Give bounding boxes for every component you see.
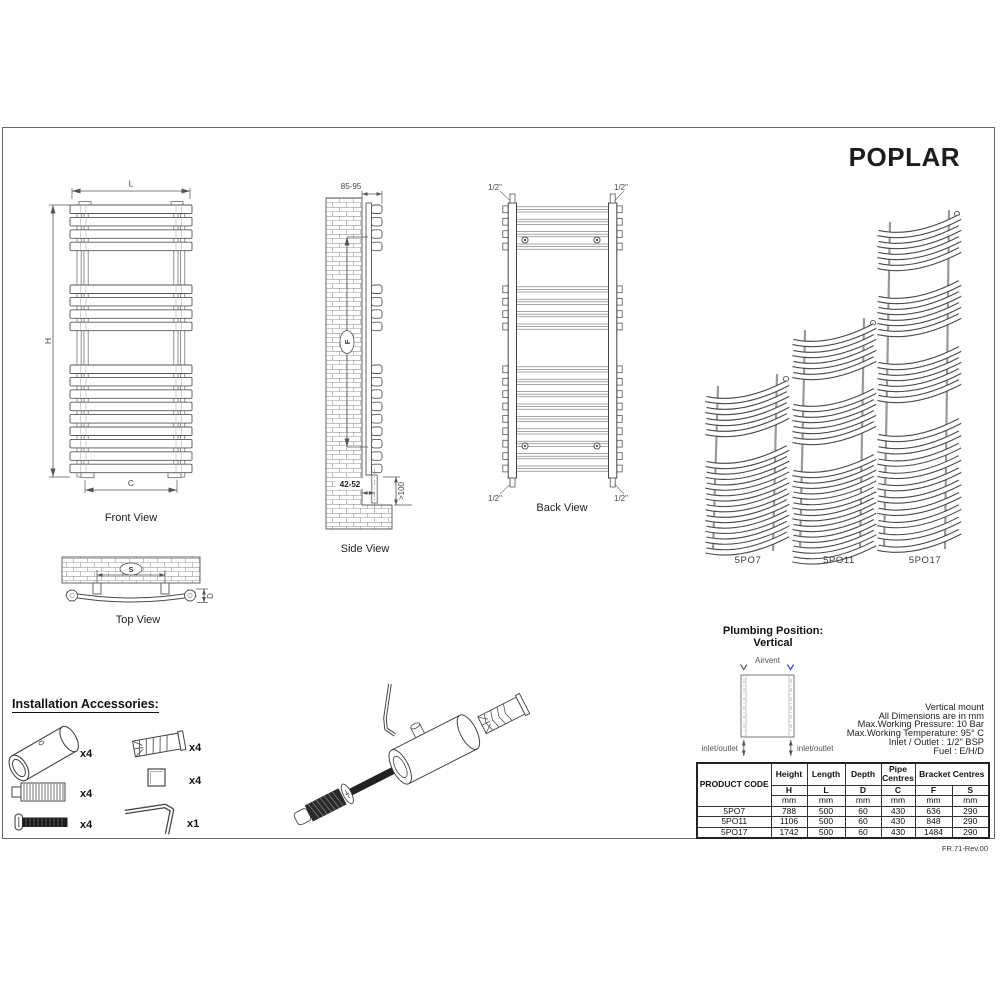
back-conn-bottom-left: 1/2" <box>488 494 502 503</box>
plumbing-title <box>712 626 834 649</box>
allen-key-icon <box>125 806 172 834</box>
side-dim-floor-clearance: >100 <box>397 481 406 501</box>
spec-note-inlet-outlet: Inlet / Outlet : 1/2" BSP <box>888 736 984 747</box>
square-nut-icon <box>148 769 165 786</box>
exploded-bracket-assembly <box>281 675 533 837</box>
table-cell: 430 <box>881 806 915 817</box>
table-header-length: Length <box>807 763 845 785</box>
table-header-height: Height <box>771 763 807 785</box>
airvent-arrow-left <box>741 665 747 670</box>
exploded-allen-key <box>385 684 395 735</box>
table-row <box>697 827 989 838</box>
rendering-5po7 <box>706 374 789 552</box>
table-subheader-s: S <box>952 785 989 796</box>
side-view-drawing <box>326 182 412 529</box>
table-cell-code: 5PO7 <box>697 806 771 817</box>
table-cell: 430 <box>881 827 915 838</box>
plumbing-diagram <box>702 656 835 756</box>
table-cell: 1106 <box>771 817 807 828</box>
front-dim-pipe-centres: C <box>127 478 135 488</box>
top-view-label: Top View <box>115 614 161 626</box>
table-header-depth: Depth <box>845 763 881 785</box>
qty-allen-key: x1 <box>187 818 200 830</box>
qty-fixing-screw: x4 <box>80 819 93 831</box>
rendering-5po17 <box>878 210 960 550</box>
table-cell: 500 <box>807 817 845 828</box>
document-reference: FR.71-Rev.00 <box>941 844 988 853</box>
wall-bracket-icon <box>5 723 82 784</box>
spec-table <box>696 762 990 839</box>
airvent-label: Airvent <box>755 656 780 665</box>
model-label-5po17: 5PO17 <box>908 555 942 566</box>
model-label-5po11: 5PO11 <box>823 555 855 566</box>
spec-note-mount: Vertical mount <box>925 702 984 712</box>
threaded-stud-icon <box>12 783 65 801</box>
table-cell: 500 <box>807 827 845 838</box>
airvent-arrow-right <box>787 665 793 670</box>
table-cell: 500 <box>807 806 845 817</box>
table-cell: 60 <box>845 817 881 828</box>
table-header-bracket-centres: Bracket Centres <box>915 763 989 785</box>
back-view-label: Back View <box>536 502 588 514</box>
spec-note-temperature: Max.Working Temperature: 95° C <box>846 728 984 739</box>
plumbing-title-line1: Plumbing Position: <box>722 625 824 637</box>
table-subheader-c: C <box>881 785 915 796</box>
spec-notes <box>847 703 984 755</box>
side-dim-bracket-centres: F <box>343 339 352 345</box>
back-view-drawing <box>488 183 628 503</box>
table-unit: mm <box>771 796 807 807</box>
inlet-outlet-right-label: inlet/outlet <box>797 744 834 753</box>
mounting-screws <box>522 237 600 449</box>
front-dim-height: H <box>43 337 53 345</box>
fixing-screw-icon <box>15 814 68 830</box>
back-view-bars <box>503 206 622 472</box>
table-subheader-d: D <box>845 785 881 796</box>
front-view-drawing <box>43 179 192 494</box>
qty-wall-bracket: x4 <box>80 748 93 760</box>
front-view-label: Front View <box>104 512 158 524</box>
side-view-bar-ends <box>372 205 383 473</box>
table-header-pipe-centres: Pipe Centres <box>882 763 914 784</box>
back-conn-bottom-right: 1/2" <box>614 494 628 503</box>
table-cell: 1484 <box>915 827 952 838</box>
table-cell: 430 <box>881 817 915 828</box>
qty-square-nut: x4 <box>189 775 202 787</box>
table-cell: 636 <box>915 806 952 817</box>
table-unit: mm <box>952 796 989 807</box>
top-dim-bracket-centres: S <box>128 565 134 574</box>
table-subheader-f: F <box>915 785 952 796</box>
side-dim-wall-distance: 85-95 <box>340 182 362 191</box>
table-cell: 848 <box>915 817 952 828</box>
exploded-wall-plug <box>477 694 530 736</box>
table-cell: 788 <box>771 806 807 817</box>
table-unit: mm <box>915 796 952 807</box>
table-cell-code: 5PO11 <box>697 817 771 828</box>
table-cell: 60 <box>845 827 881 838</box>
table-unit: mm <box>807 796 845 807</box>
side-view-label: Side View <box>340 543 390 555</box>
table-cell: 290 <box>952 806 989 817</box>
table-cell: 60 <box>845 806 881 817</box>
rendering-5po11 <box>793 318 876 561</box>
page-title: POPLAR <box>848 142 960 172</box>
table-subheader-h: H <box>771 785 807 796</box>
table-cell: 290 <box>952 817 989 828</box>
spec-note-fuel: Fuel : E/H/D <box>933 745 984 756</box>
back-conn-top-right: 1/2" <box>614 183 628 192</box>
table-row <box>697 817 989 828</box>
table-row <box>697 806 989 817</box>
inlet-outlet-left-label: inlet/outlet <box>701 744 738 753</box>
model-label-5po7: 5PO7 <box>734 555 762 566</box>
top-dim-depth: D <box>206 593 215 599</box>
table-header-product-code: PRODUCT CODE <box>697 763 771 806</box>
table-cell: 1742 <box>771 827 807 838</box>
back-conn-top-left: 1/2" <box>488 183 502 192</box>
accessories-title: Installation Accessories: <box>12 697 159 711</box>
table-unit: mm <box>881 796 915 807</box>
plumbing-title-line2: Vertical <box>753 636 793 649</box>
table-subheader-l: L <box>807 785 845 796</box>
spec-note-pressure: Max.Working Pressure: 10 Bar <box>857 719 984 730</box>
table-cell: 290 <box>952 827 989 838</box>
spec-note-dimensions: All Dimensions are in mm <box>878 710 984 721</box>
wall-plug-icon <box>132 731 186 759</box>
qty-threaded-stud: x4 <box>80 788 93 800</box>
side-dim-pipe-to-wall: 42-52 <box>339 480 361 489</box>
table-unit: mm <box>845 796 881 807</box>
table-cell-code: 5PO17 <box>697 827 771 838</box>
qty-wall-plug: x4 <box>189 742 202 754</box>
front-dim-length: L <box>128 178 134 189</box>
top-view-drawing <box>62 557 215 603</box>
